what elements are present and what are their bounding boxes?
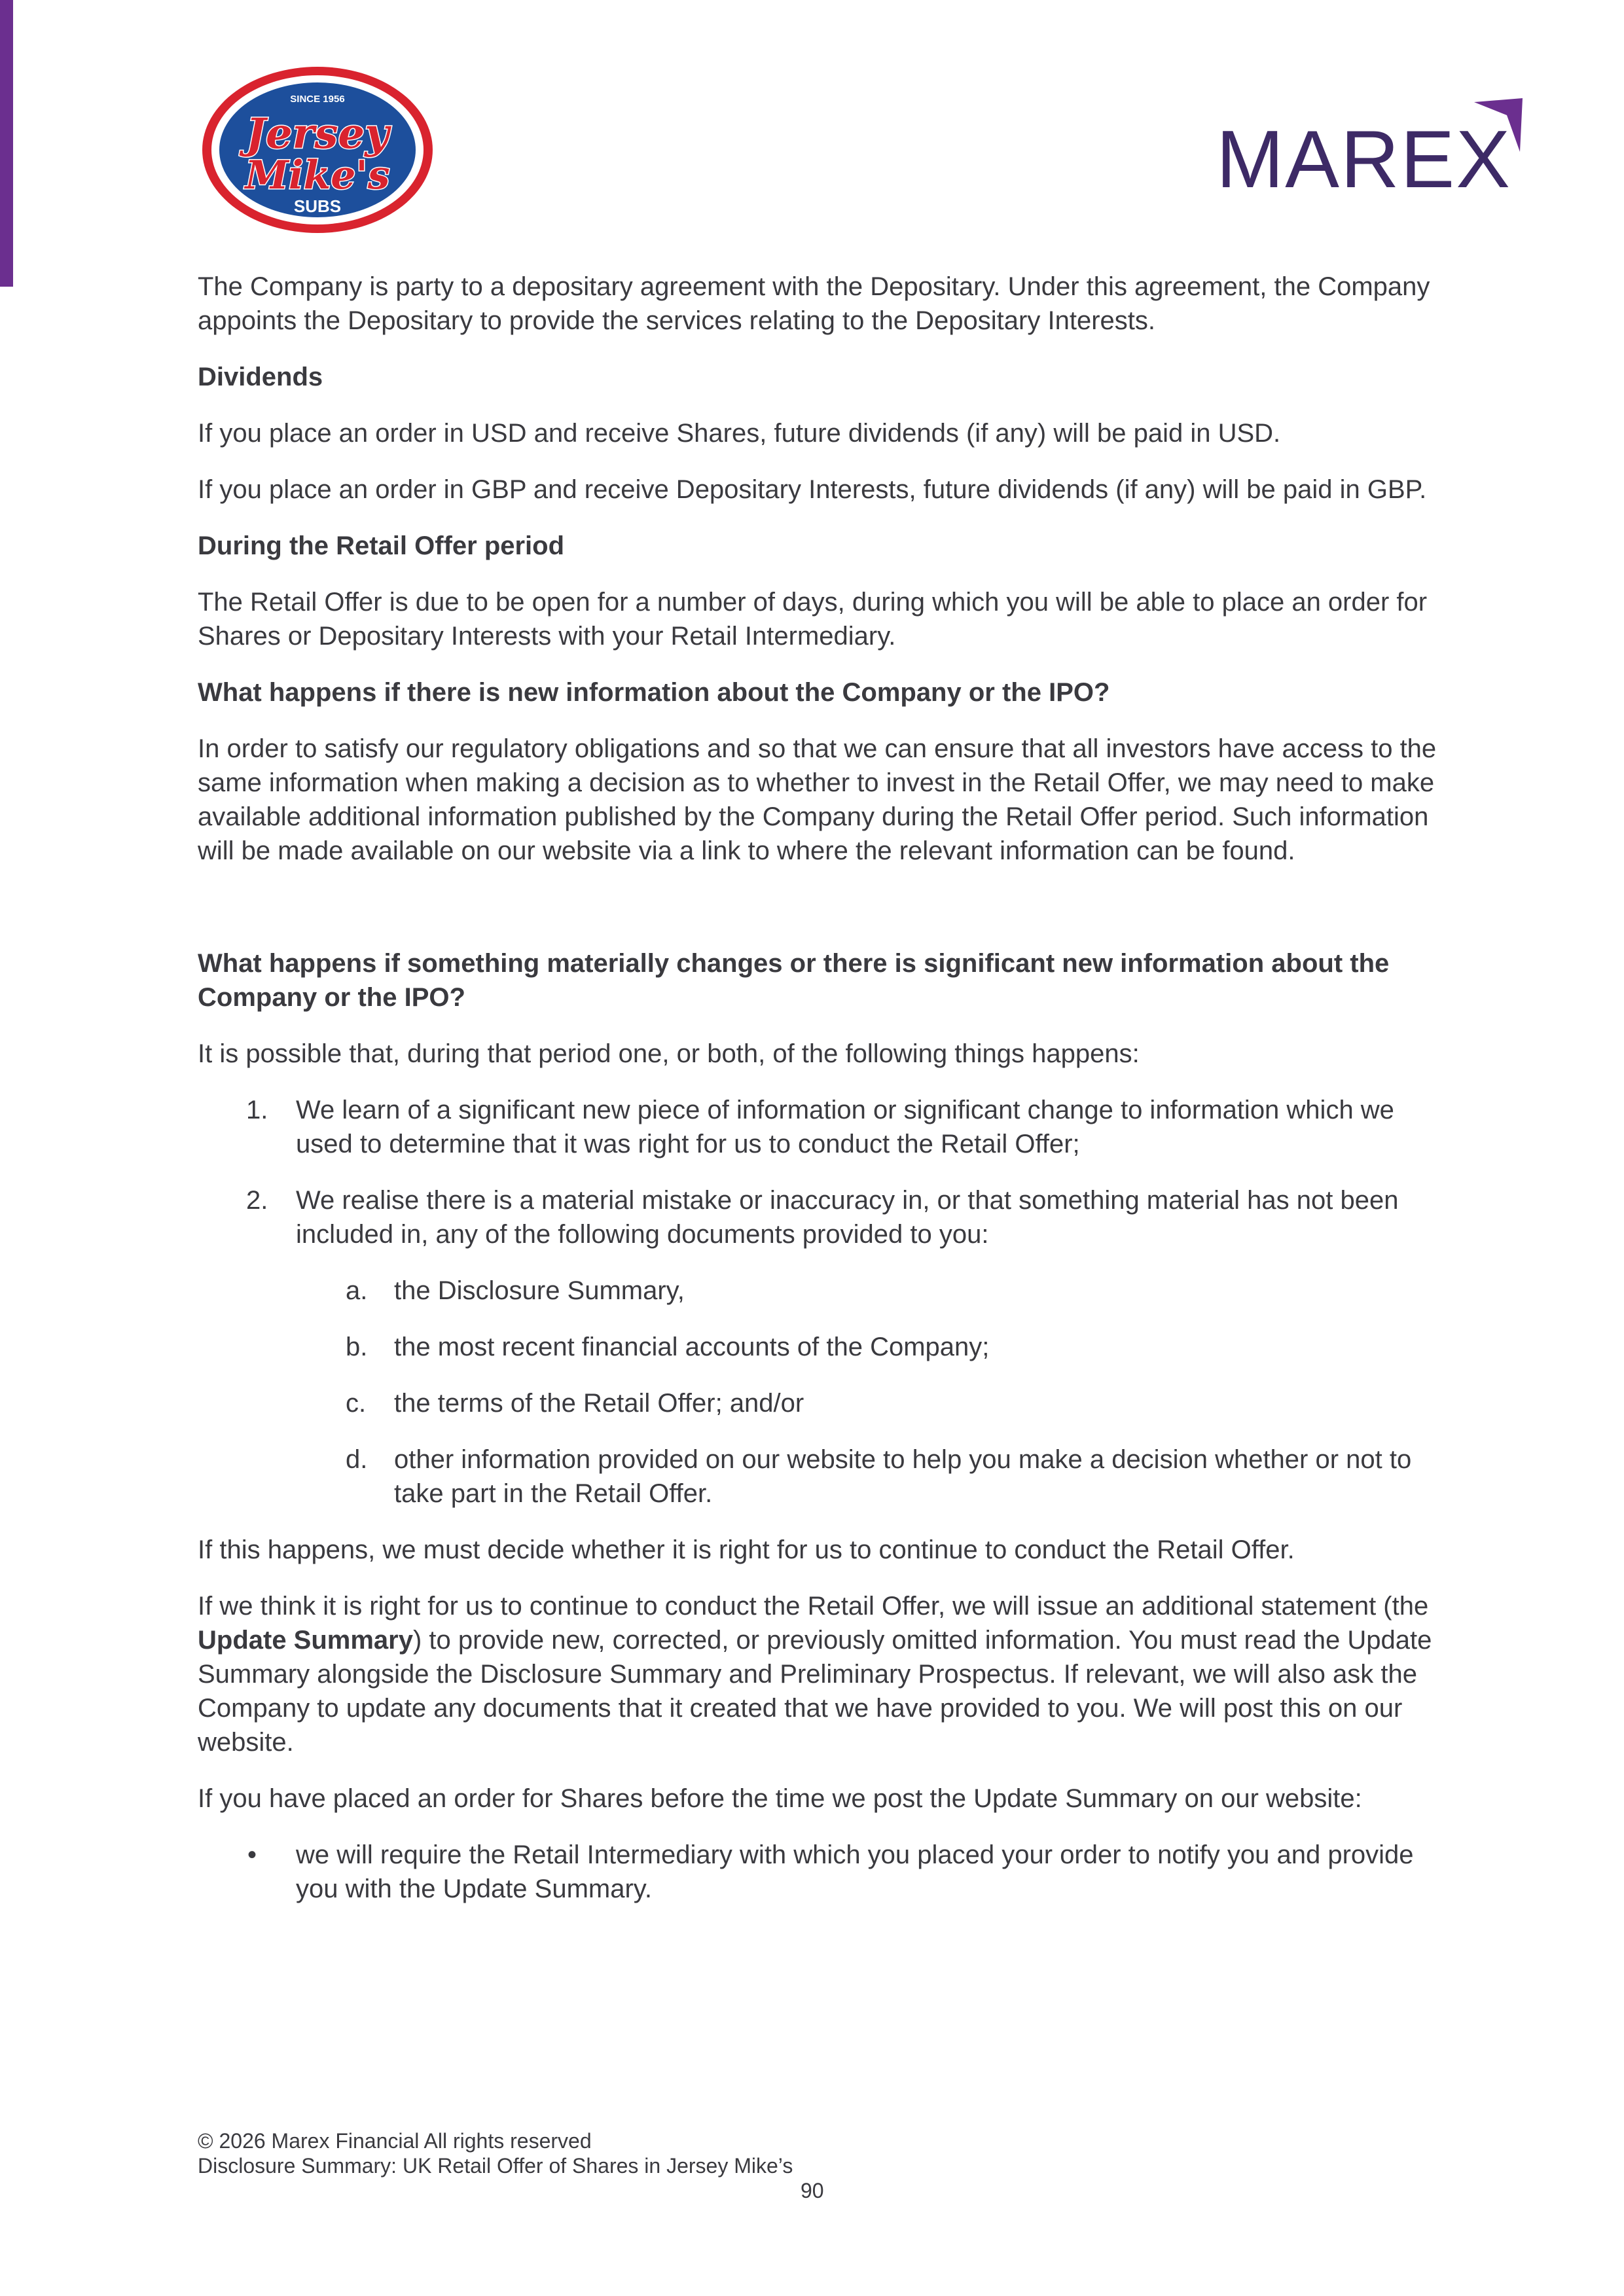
paragraph: The Retail Offer is due to be open for a number of days, during which you will be able to place an order for Shares or Depositary Interests with your Retail Intermediary. — [198, 588, 1428, 651]
marex-arrow-icon — [1465, 98, 1530, 157]
copyright-notice: © 2026 Marex Financial All rights reserved — [198, 2129, 592, 2153]
paragraph-update-summary — [198, 1589, 1441, 1759]
bullet-item — [198, 1838, 1441, 1906]
numbered-list — [198, 1093, 1441, 1511]
document-title: Disclosure Summary: UK Retail Offer of Shares in Jersey Mike’s — [198, 2154, 793, 2178]
sublist-item-text: the most recent financial accounts of the Company; — [394, 1333, 990, 1361]
section-heading: What happens if there is new information about the Company or the IPO? — [198, 678, 1110, 707]
page-footer — [198, 2128, 793, 2178]
list-marker: 1. — [246, 1096, 268, 1124]
sublist-item — [198, 1330, 1441, 1364]
list-marker: 2. — [246, 1186, 268, 1215]
paragraph: It is possible that, during that period one, or both, of the following things happens: — [198, 1039, 1140, 1068]
sublist-item — [198, 1274, 1441, 1308]
sublist-marker: d. — [346, 1445, 368, 1474]
sublist-item — [198, 1443, 1441, 1511]
paragraph: If you have placed an order for Shares before the time we post the Update Summary on our website: — [198, 1784, 1362, 1813]
paragraph: If this happens, we must decide whether it is right for us to continue to conduct the Retail Offer. — [198, 1535, 1295, 1564]
sublist-marker: b. — [346, 1333, 368, 1361]
list-item — [198, 1183, 1441, 1511]
section-heading: During the Retail Offer period — [198, 531, 565, 560]
sublist-item-text: the terms of the Retail Offer; and/or — [394, 1389, 804, 1418]
jm-mikes-text: Mike's — [245, 152, 390, 198]
text-run: ) to provide new, corrected, or previously omitted information. You must read the Update Summary alongside the Disclosure Summary and Preliminary Prospectus. If relevant, we will also ask the Company to update any documents that it created that we have provided to you. We will post this on our website. — [198, 1626, 1432, 1757]
bullet-text: we will require the Retail Intermediary with which you placed your order to notify you and provide you with the Update Summary. — [296, 1840, 1414, 1903]
jm-jersey-text: Jersey — [245, 109, 389, 158]
list-item-text: We learn of a significant new piece of information or significant change to information which we used to determine that it was right for us to conduct the Retail Offer; — [296, 1096, 1394, 1158]
lettered-sublist — [296, 1274, 1441, 1511]
marex-logo — [1216, 98, 1530, 203]
section-heading: What happens if something materially changes or there is significant new information about the Company or the IPO? — [198, 949, 1390, 1012]
jersey-mikes-logo — [200, 64, 435, 236]
jm-subs-text: SUBS — [293, 196, 342, 216]
bold-term: Update Summary — [198, 1626, 413, 1655]
text-run: If we think it is right for us to continue to conduct the Retail Offer, we will issue an additional statement (the — [198, 1592, 1429, 1621]
list-item — [198, 1093, 1441, 1161]
sublist-item-text: other information provided on our website to help you make a decision whether or not to take part in the Retail Offer. — [394, 1445, 1412, 1508]
sublist-marker: c. — [346, 1389, 367, 1418]
spacer — [198, 890, 1441, 946]
paragraph: The Company is party to a depositary agreement with the Depositary. Under this agreement, the Company appoints the Depositary to provide the services relating to the Depositary Interests. — [198, 272, 1430, 335]
paragraph: If you place an order in GBP and receive Depositary Interests, future dividends (if any) will be paid in GBP. — [198, 475, 1427, 504]
marex-wordmark: MAREX — [1216, 115, 1511, 205]
bullet-list — [198, 1838, 1441, 1906]
document-body — [198, 270, 1441, 1906]
sublist-item — [198, 1386, 1441, 1420]
sublist-item-text: the Disclosure Summary, — [394, 1276, 685, 1305]
accent-side-bar — [0, 0, 13, 287]
paragraph: In order to satisfy our regulatory obligations and so that we can ensure that all investors have access to the same information when making a decision as to whether to invest in the Retail Offer, we may need to make available additional information published by the Company during the Retail Offer period. Such information will be made available on our website via a link to where the relevant information can be found. — [198, 734, 1437, 865]
jm-since-text: SINCE 1956 — [290, 94, 345, 105]
page-number: 90 — [801, 2179, 824, 2202]
section-heading: Dividends — [198, 363, 323, 391]
bullet-marker: • — [247, 1840, 257, 1869]
paragraph: If you place an order in USD and receive Shares, future dividends (if any) will be paid in USD. — [198, 419, 1281, 448]
list-item-text: We realise there is a material mistake or inaccuracy in, or that something material has not been included in, any of the following documents provided to you: — [296, 1186, 1399, 1249]
sublist-marker: a. — [346, 1276, 368, 1305]
